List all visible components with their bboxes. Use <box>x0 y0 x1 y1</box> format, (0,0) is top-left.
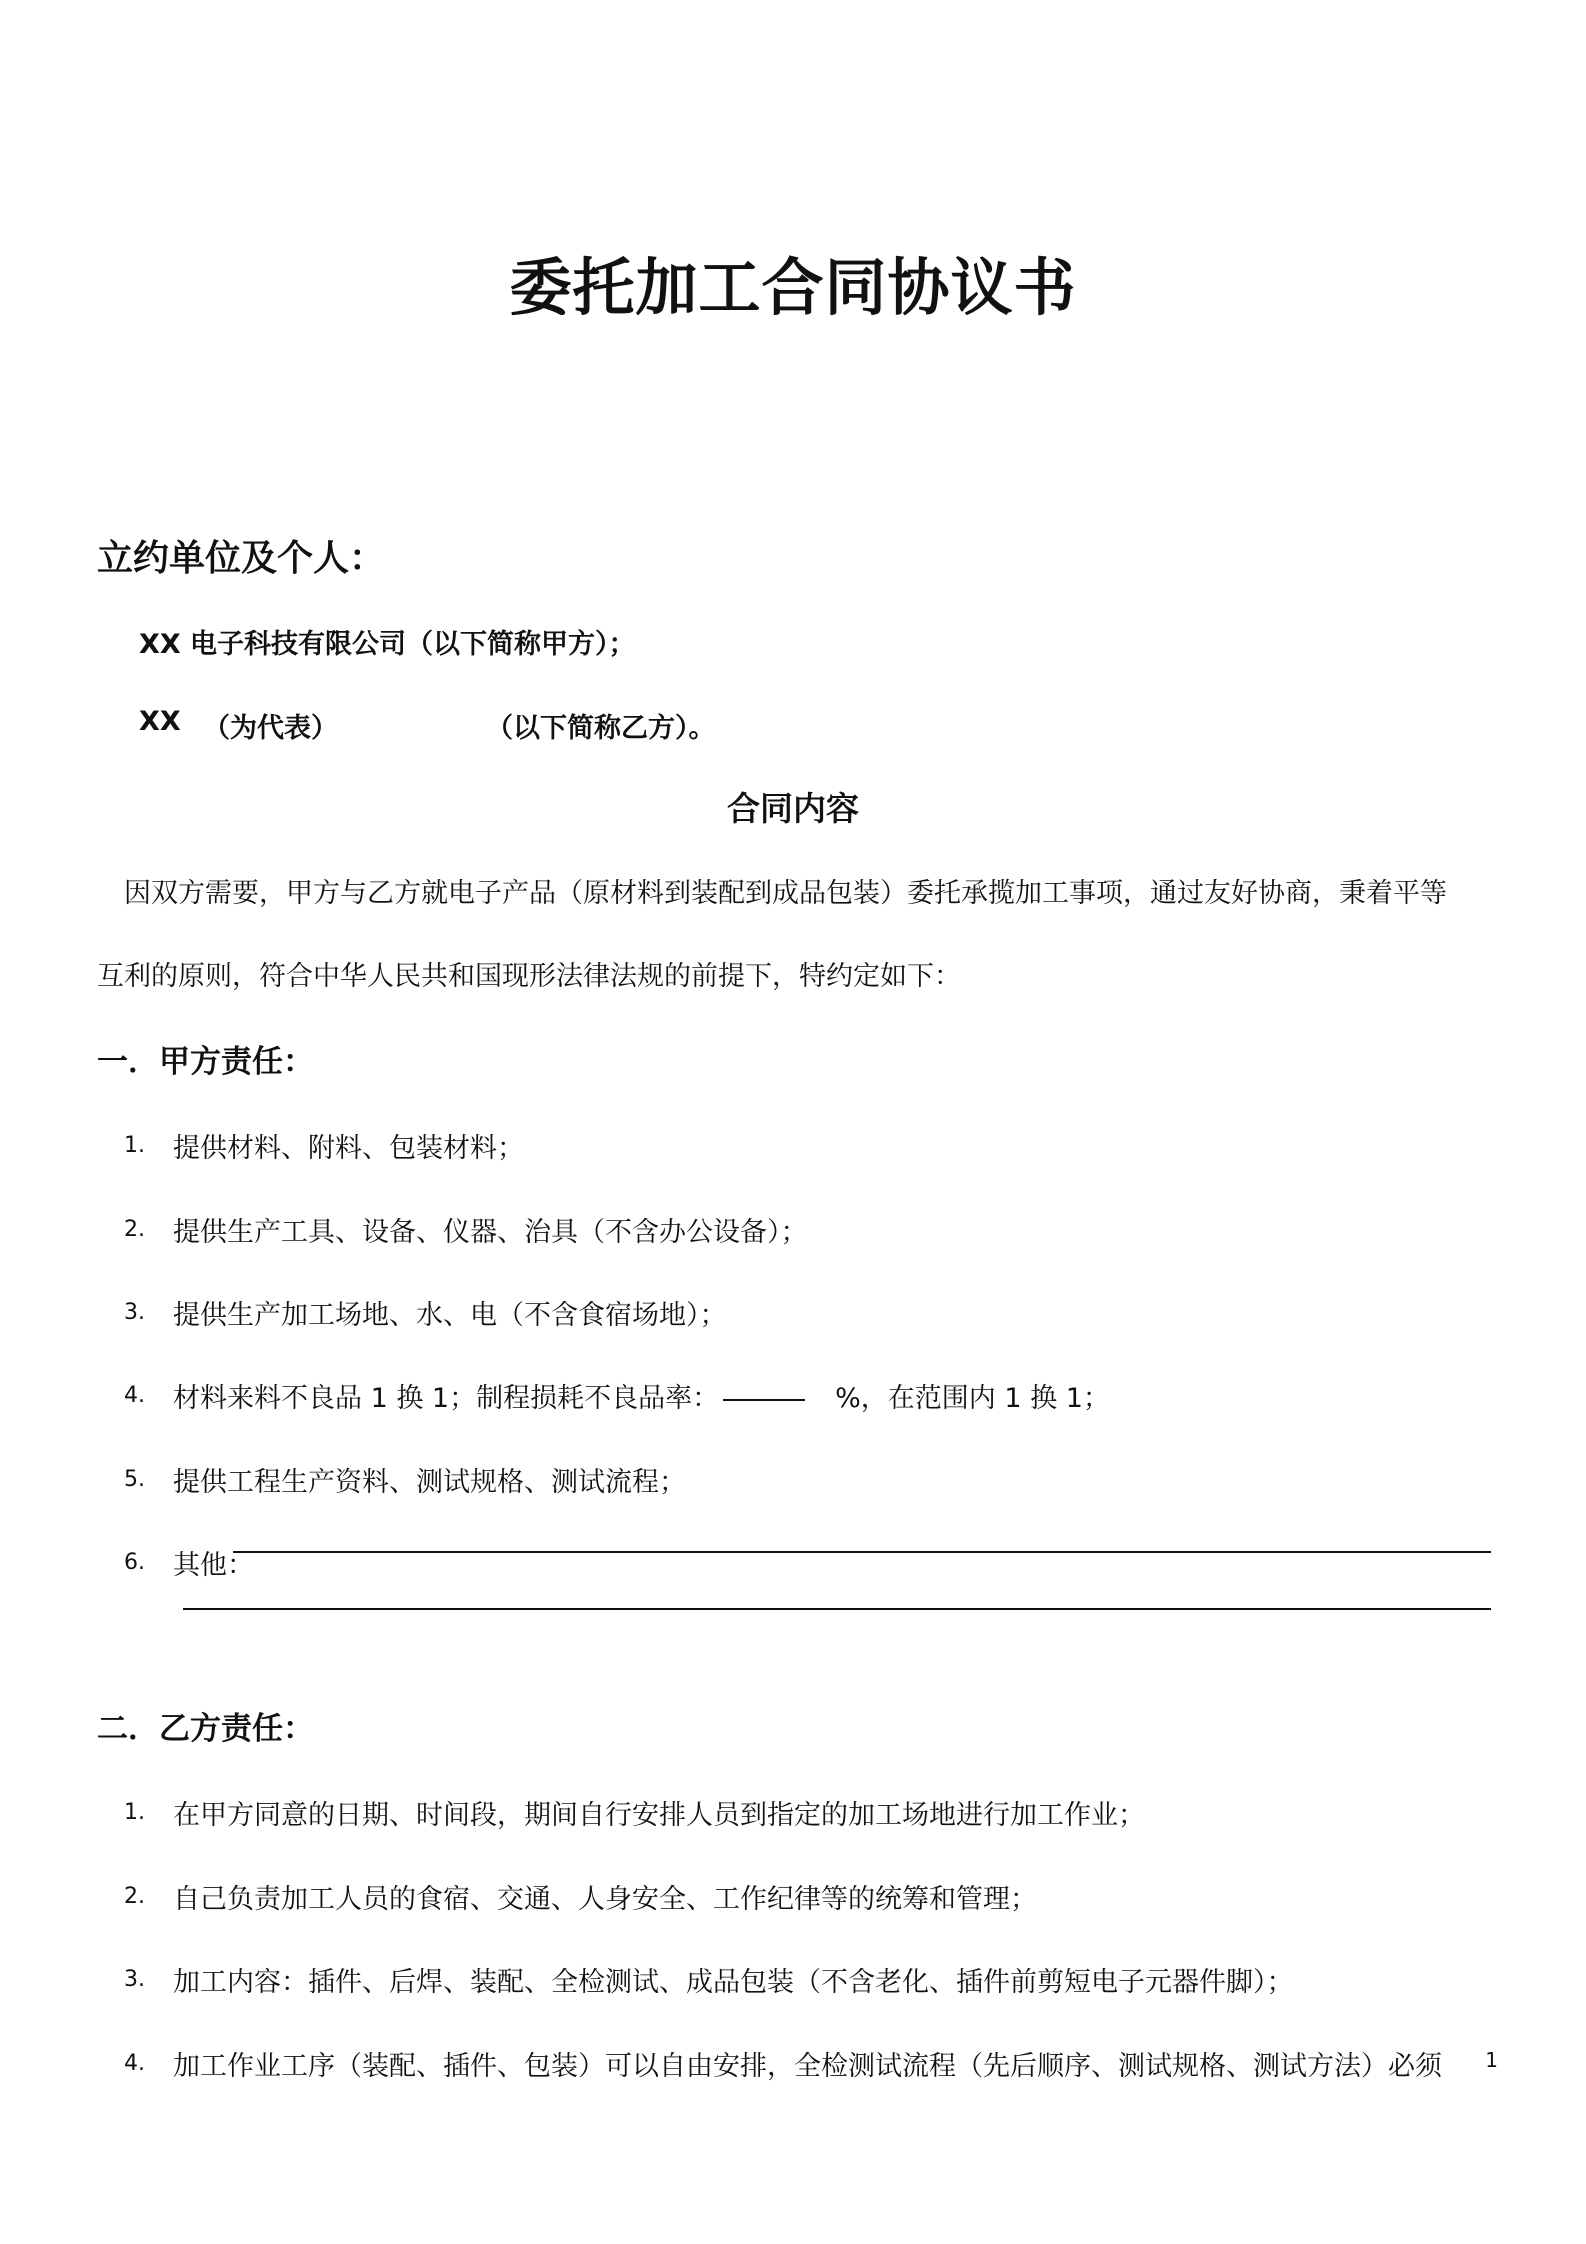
list-item: 加工作业工序（装配、插件、包装）可以自由安排，全检测试流程（先后顺序、测试规格、测试方法）必须 <box>173 2051 1442 2082</box>
list-item-other: 其他： <box>173 1550 254 1581</box>
list-item-number: 6. <box>124 1550 145 1575</box>
list-item: 加工内容：插件、后焊、装配、全检测试、成品包装（不含老化、插件前剪短电子元器件脚）； <box>173 1967 1294 1998</box>
list-item-number: 5. <box>124 1467 145 1492</box>
section-2-heading: 二．乙方责任： <box>97 1711 314 1747</box>
list-item: 自己负责加工人员的食宿、交通、人身安全、工作纪律等的统筹和管理； <box>173 1884 1037 1915</box>
page-number: 1 <box>1485 2048 1498 2072</box>
defect-rate-blank <box>723 1398 805 1401</box>
list-item-number: 2. <box>124 1884 145 1909</box>
list-item-defect-rate <box>173 1376 1110 1415</box>
list-item-text-before: 材料来料不良品 1 换 1；制程损耗不良品率： <box>173 1383 720 1414</box>
list-item-number: 3. <box>124 1967 145 1992</box>
party-b-name: XX <box>139 706 181 737</box>
other-blank-line <box>233 1551 1491 1553</box>
list-item-text-after: %，在范围内 1 换 1； <box>835 1383 1110 1414</box>
list-item: 提供工程生产资料、测试规格、测试流程； <box>173 1467 686 1498</box>
party-a-line: XX 电子科技有限公司（以下简称甲方）； <box>139 629 636 660</box>
other-blank-line <box>183 1608 1491 1610</box>
list-item: 在甲方同意的日期、时间段，期间自行安排人员到指定的加工场地进行加工作业； <box>173 1800 1145 1831</box>
list-item: 提供生产工具、设备、仪器、治具（不含办公设备）； <box>173 1217 808 1248</box>
party-b-abbreviation: （以下简称乙方）。 <box>486 713 716 744</box>
list-item-number: 4. <box>124 1383 145 1408</box>
list-item-number: 3. <box>124 1300 145 1325</box>
list-item-number: 2. <box>124 1217 145 1242</box>
party-b-representative: （为代表） <box>203 713 338 744</box>
section-1-heading: 一．甲方责任： <box>97 1044 314 1080</box>
list-item: 提供材料、附料、包装材料； <box>173 1133 524 1164</box>
list-item-number: 4. <box>124 2051 145 2076</box>
content-heading: 合同内容 <box>727 789 859 828</box>
list-item-number: 1. <box>124 1800 145 1825</box>
document-title: 委托加工合同协议书 <box>509 251 1077 324</box>
list-item-number: 1. <box>124 1133 145 1158</box>
parties-heading: 立约单位及个人： <box>97 538 386 579</box>
list-item: 提供生产加工场地、水、电（不含食宿场地）； <box>173 1300 727 1331</box>
intro-paragraph-line-1: 因双方需要，甲方与乙方就电子产品（原材料到装配到成品包装）委托承揽加工事项，通过友好协商，秉着平等 <box>124 878 1447 909</box>
intro-paragraph-line-2: 互利的原则，符合中华人民共和国现形法律法规的前提下，特约定如下： <box>97 961 961 992</box>
